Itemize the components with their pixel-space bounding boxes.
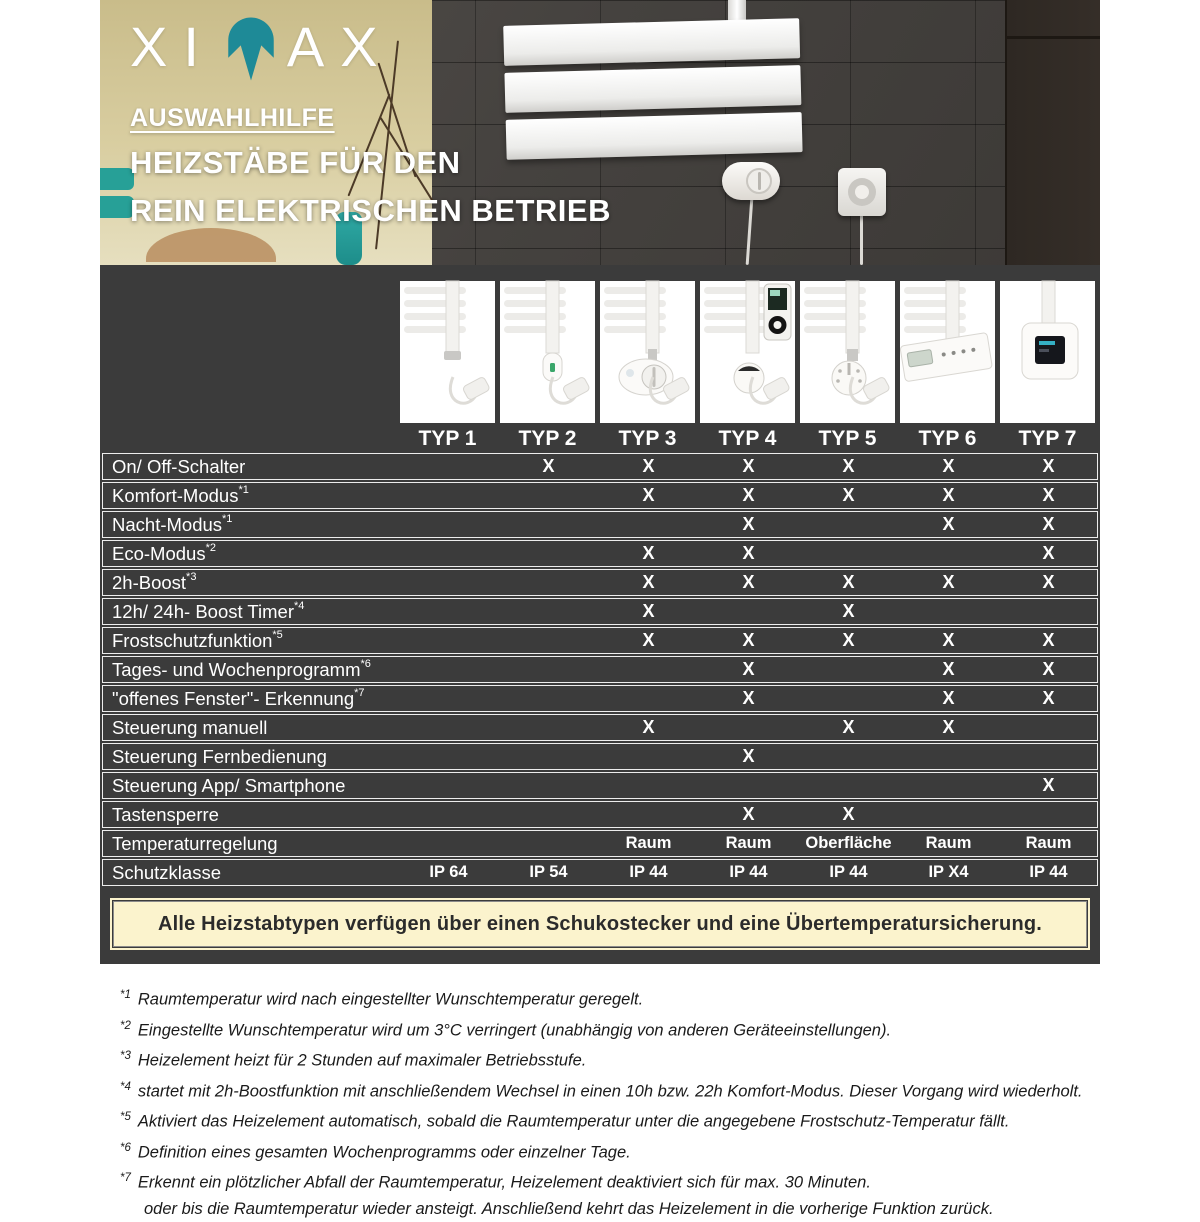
feature-mark: X [742, 514, 755, 534]
column-header-typ-4: TYP 4 [718, 427, 777, 450]
value-cell: Raum [925, 834, 972, 852]
feature-label: Steuerung Fernbedienung [112, 745, 327, 767]
table-row [102, 569, 1098, 596]
heating-element-dial [746, 168, 772, 194]
product-photo-heating-rod-plain [400, 281, 495, 423]
feature-mark: X [742, 630, 755, 650]
feature-label: Tastensperre [112, 803, 219, 825]
brand-text-left: XI [130, 15, 215, 78]
feature-label: 12h/ 24h- Boost Timer$^{*4}$ [112, 600, 305, 622]
feature-mark: X [642, 485, 655, 505]
eyebrow-title: AUSWAHLHILFE [130, 104, 335, 132]
table-row [102, 511, 1098, 538]
feature-mark: X [1042, 659, 1055, 679]
page [100, 0, 1100, 1222]
feature-mark: X [842, 717, 855, 737]
feature-mark: X [1042, 630, 1055, 650]
feature-mark: X [942, 572, 955, 592]
feature-mark: X [642, 630, 655, 650]
heating-element-cable [746, 198, 754, 265]
feature-label: Tages- und Wochenprogramm$^{*6}$ [112, 658, 371, 680]
value-cell: IP 64 [429, 863, 468, 881]
feature-mark: X [642, 717, 655, 737]
feature-label: Temperaturregelung [112, 832, 278, 854]
note-banner [112, 900, 1088, 948]
feature-mark: X [1042, 688, 1055, 708]
hero-section [100, 0, 1100, 265]
wall-socket-photo [838, 168, 886, 216]
table-row [102, 801, 1098, 828]
column-header-typ-6: TYP 6 [918, 427, 977, 450]
table-row [102, 540, 1098, 567]
footnotes [100, 964, 1100, 1222]
feature-label: "offenes Fenster"- Erkennung$^{*7}$ [112, 687, 365, 709]
value-cell: IP 44 [1029, 863, 1068, 881]
footnote-item: $^{*1}$ Raumtemperatur wird nach eingestellter Wunschtemperatur geregelt. [120, 989, 644, 1009]
feature-mark: X [842, 456, 855, 476]
brand-text-right: AX [286, 15, 394, 78]
footnote-marker: *5 [120, 1111, 131, 1123]
value-cell: Raum [725, 834, 772, 852]
feature-mark: X [942, 630, 955, 650]
feature-mark: X [942, 514, 955, 534]
value-cell: IP 44 [729, 863, 768, 881]
feature-label: Frostschutzfunktion$^{*5}$ [112, 629, 283, 651]
footnote-item: $^{*3}$ Heizelement heizt für 2 Stunden auf maximaler Betriebsstufe. [120, 1050, 587, 1070]
product-image-row [102, 281, 1098, 423]
product-photo-heating-rod-switch [500, 281, 595, 423]
page-title-line1: HEIZSTÄBE FÜR DEN [130, 145, 461, 180]
feature-mark: X [1042, 485, 1055, 505]
feature-mark: X [842, 601, 855, 621]
feature-label: Nacht-Modus$^{*1}$ [112, 513, 233, 535]
ximax-m-icon [225, 16, 277, 82]
feature-label: Steuerung App/ Smartphone [112, 774, 346, 796]
column-header-typ-7: TYP 7 [1018, 427, 1077, 450]
feature-mark: X [642, 456, 655, 476]
hero-text-block [130, 14, 611, 229]
feature-rows [102, 453, 1098, 886]
product-photo-heating-rod-oval-control [600, 281, 695, 423]
footnote-item: $^{*2}$ Eingestellte Wunschtemperatur wird um 3°C verringert (unabhängig von anderen Geräteeinstellungen). [120, 1019, 892, 1039]
feature-mark: X [1042, 514, 1055, 534]
column-header-typ-5: TYP 5 [818, 427, 877, 450]
feature-label: 2h-Boost$^{*3}$ [112, 571, 197, 593]
footnote-marker: *7 [120, 1172, 131, 1184]
footnote-marker: *4 [120, 1080, 131, 1093]
feature-mark: X [642, 601, 655, 621]
feature-label: Eco-Modus$^{*2}$ [112, 542, 216, 564]
footnote-item: $^{*4}$ startet mit 2h-Boostfunktion mit anschließendem Wechsel in einen 10h bzw. 22h Komfort-Modus. Dieser Vorgang wird wiederholt. [120, 1080, 1083, 1100]
product-photo-wall-control-box [1000, 281, 1095, 423]
column-header-typ-1: TYP 1 [418, 427, 477, 450]
feature-mark: X [742, 746, 755, 766]
feature-label: Komfort-Modus$^{*1}$ [112, 484, 249, 506]
footnote-item: $^{*6}$ Definition eines gesamten Wochenprogramms oder einzelner Tage. [120, 1141, 631, 1161]
table-row [102, 627, 1098, 654]
table-row [102, 656, 1098, 683]
feature-mark: X [1042, 456, 1055, 476]
page-title-line2: REIN ELEKTRISCHEN BETRIEB [130, 193, 611, 228]
feature-mark: X [742, 485, 755, 505]
value-cell: Raum [1025, 834, 1072, 852]
table-row [102, 743, 1098, 770]
feature-mark: X [1042, 775, 1055, 795]
feature-label: Schutzklasse [112, 861, 221, 883]
feature-mark: X [742, 543, 755, 563]
footnote-marker: *6 [120, 1141, 131, 1154]
feature-mark: X [942, 485, 955, 505]
cabinet-decoration [1005, 0, 1100, 265]
feature-label: On/ Off-Schalter [112, 455, 246, 477]
feature-mark: X [742, 804, 755, 824]
brand-logo [130, 14, 611, 82]
table-row [102, 859, 1098, 886]
feature-mark: X [942, 456, 955, 476]
comparison-table [100, 265, 1100, 964]
value-cell: IP 44 [629, 863, 668, 881]
feature-mark: X [842, 630, 855, 650]
feature-mark: X [642, 543, 655, 563]
table-row [102, 685, 1098, 712]
feature-mark: X [942, 659, 955, 679]
footnote-marker: *3 [120, 1050, 131, 1062]
feature-mark: X [642, 572, 655, 592]
note-text: Alle Heizstabtypen verfügen über einen Schukostecker und eine Übertemperatursicherung. [157, 912, 1043, 935]
towel-decoration [100, 196, 134, 218]
feature-mark: X [1042, 572, 1055, 592]
feature-label: Steuerung manuell [112, 716, 268, 738]
footnote-marker: *1 [120, 989, 131, 1001]
footnote-continuation: oder bis die Raumtemperatur wieder ansteigt. Anschließend kehrt das Heizelement in die vorherige Funktion zurück. [144, 1199, 994, 1218]
footnote-item: $^{*7}$ Erkennt ein plötzlicher Abfall der Raumtemperatur, Heizelement deaktiviert sich für max. 30 Minuten. [120, 1172, 871, 1192]
feature-mark: X [742, 572, 755, 592]
feature-mark: X [742, 688, 755, 708]
feature-mark: X [742, 659, 755, 679]
feature-mark: X [942, 688, 955, 708]
towel-decoration [100, 168, 134, 190]
value-cell: IP 44 [829, 863, 868, 881]
column-header-typ-2: TYP 2 [518, 427, 577, 450]
table-row [102, 453, 1098, 480]
feature-mark: X [942, 717, 955, 737]
footnote-marker: *2 [120, 1019, 131, 1032]
plug-cable [860, 214, 863, 265]
value-cell: IP X4 [928, 863, 969, 881]
value-cell: Oberfläche [805, 834, 892, 852]
footnote-item: $^{*5}$ Aktiviert das Heizelement automatisch, sobald die Raumtemperatur unter die angegebene Frostschutz-Temperatur fällt. [120, 1111, 1010, 1131]
table-row [102, 830, 1098, 857]
feature-mark: X [742, 456, 755, 476]
feature-mark: X [542, 456, 555, 476]
value-cell: Raum [625, 834, 672, 852]
feature-mark: X [842, 485, 855, 505]
column-header-typ-3: TYP 3 [618, 427, 677, 450]
feature-mark: X [842, 804, 855, 824]
table-row [102, 772, 1098, 799]
table-row [102, 482, 1098, 509]
column-header-row [102, 423, 1098, 453]
feature-mark: X [1042, 543, 1055, 563]
heating-element-photo [722, 162, 780, 200]
product-photo-radiator-control-panel [900, 281, 995, 423]
product-photo-heating-rod-remote-control [700, 281, 795, 423]
value-cell: IP 54 [529, 863, 568, 881]
product-photo-heating-rod-thermostat-knob [800, 281, 895, 423]
table-row [102, 714, 1098, 741]
table-row [102, 598, 1098, 625]
feature-mark: X [842, 572, 855, 592]
